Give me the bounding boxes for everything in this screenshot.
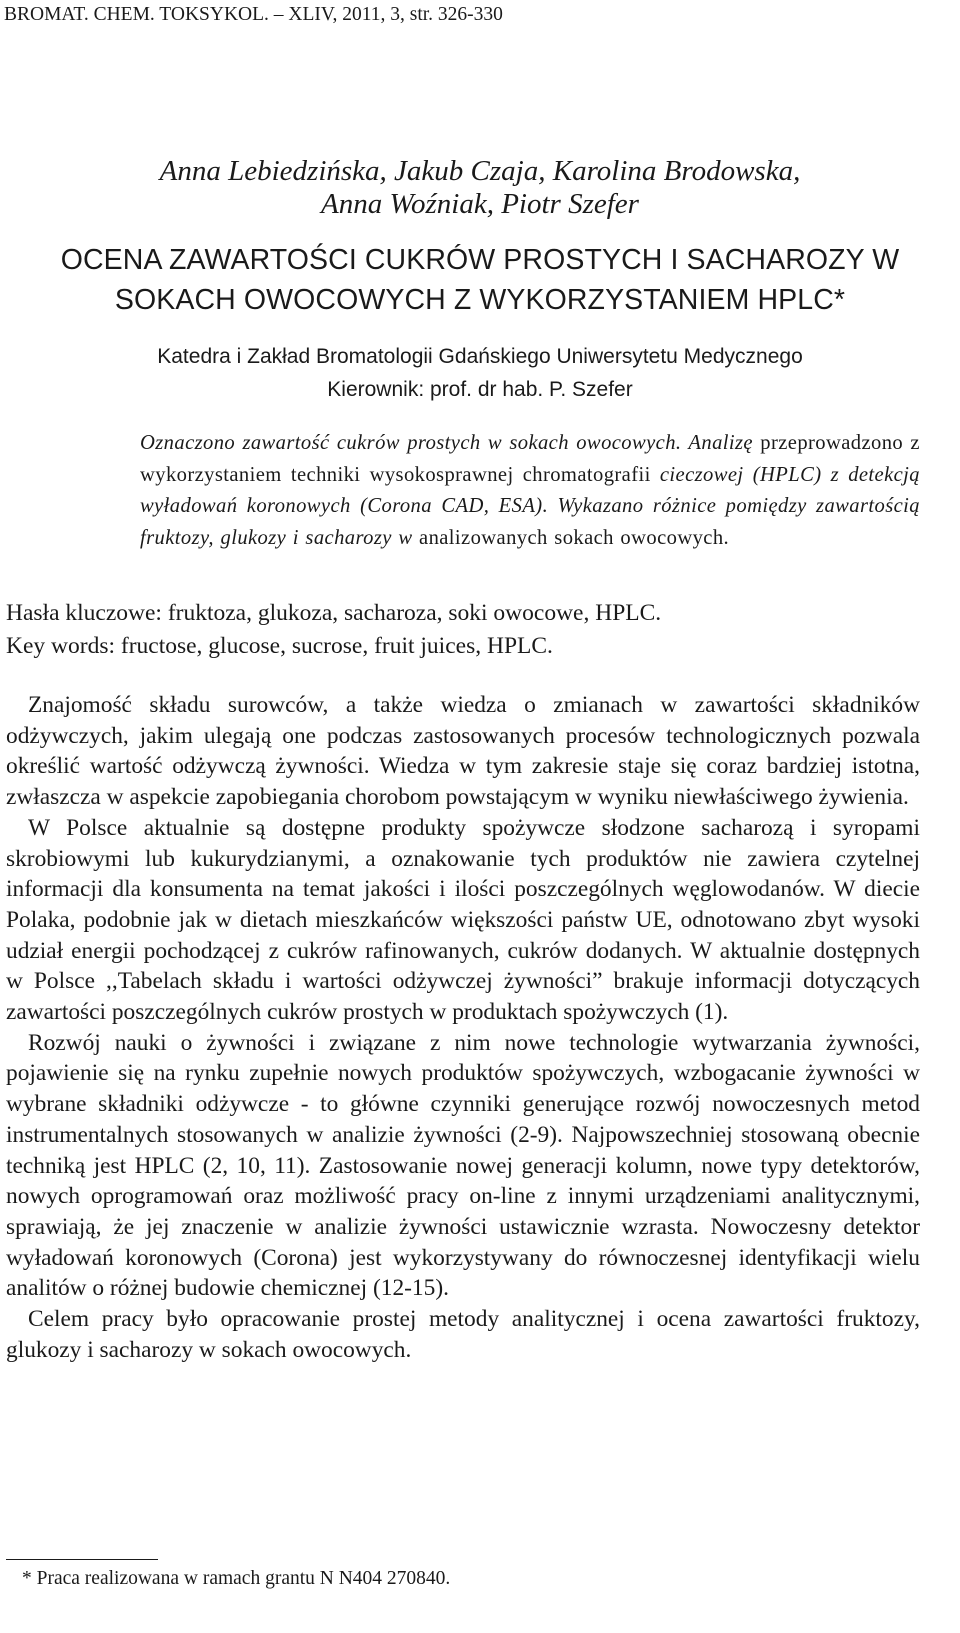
author-line: Anna Lebiedzińska, Jakub Czaja, Karolina Brodowska,	[159, 155, 801, 187]
paragraph: W Polsce aktualnie są dostępne produkty spożywcze słodzone sacharozą i syropami skrobiowymi lub kukurydzianymi, a oznakowanie tych produktów nie zawiera czytelnej informacji dla konsumenta na temat jakości i ilości poszczególnych węglowodanów. W diecie Polaka, podobnie jak w dietach mieszkańców większości państw UE, odnotowano zbyt wysoki udział energii pochodzącej z cukrów rafinowanych, cukrów dodanych. W aktualnie dostępnych w Polsce ,,Tabelach składu i wartości odżywczej żywności” brakuje informacji dotyczących zawartości poszczególnych cukrów prostych w produktach spożywczych (1).	[6, 814, 920, 1026]
body-text	[6, 690, 920, 1365]
paragraph: Celem pracy było opracowanie prostej metody analitycznej i ocena zawartości fruktozy, glukozy i sacharozy w sokach owocowych.	[6, 1306, 920, 1363]
affiliation	[0, 340, 960, 406]
abstract-text: Oznaczono zawartość cukrów prostych w sokach owocowych. Analizę	[140, 432, 753, 454]
department: Katedra i Zakład Bromatologii Gdańskiego Uniwersytetu Medycznego	[157, 345, 803, 368]
paragraph: Rozwój nauki o żywności i związane z nim nowe technologie wytwarzania żywności, pojawienie się na rynku zupełnie nowych produktów spożywczych, wzbogacanie żywności w wybrane składniki odżywcze - to główne czynniki generujące rozwój nowoczesnych metod instrumentalnych stosowanych w analizie żywności (2-9). Najpowszechniej stosowaną obecnie techniką jest HPLC (2, 10, 11). Zastosowanie nowej generacji kolumn, nowe typy detektorów, nowych oprogramowań oraz możliwość pracy on-line z innymi urządzeniami analitycznymi, sprawiają, że jej znaczenie w analizie żywności ustawicznie wzrasta. Nowoczesny detektor wyładowań koronowych (Corona) jest wykorzystywany do równoczesnej identyfikacji wielu analitów o różnej budowie chemicznej (12-15).	[6, 1029, 920, 1302]
title-line: OCENA ZAWARTOŚCI CUKRÓW PROSTYCH I SACHAROZY W	[60, 244, 900, 276]
abstract-text: analizowanych sokach owocowych.	[419, 526, 730, 549]
keywords-english: Key words: fructose, glucose, sucrose, fruit juices, HPLC.	[6, 633, 553, 659]
author-list	[0, 155, 960, 221]
paragraph: Znajomość składu surowców, a także wiedza o zmianach w zawartości składników odżywczych, jakim ulegają one podczas zastosowanych procesów technologicznych pozwala określić wartość odżywczą żywności. Wiedza w tym zakresie staje się coraz bardziej istotna, zwłaszcza w aspekcie zapobiegania chorobom powstającym w wyniku niewłaściwego żywienia.	[6, 692, 920, 811]
footnote: * Praca realizowana w ramach grantu N N404 270840.	[22, 1568, 451, 1589]
abstract-text: przeprowadzono z wykorzystaniem techniki wysokosprawnej chromatografii	[140, 432, 920, 486]
footnote-separator	[6, 1559, 158, 1560]
abstract-text: cieczowej (HPLC) z detekcją wyładowań koronowych (Corona CAD, ESA). Wykazano różnice pomiędzy zawartością fruktozy, glukozy i sacharozy w	[140, 463, 920, 549]
article-title	[0, 240, 960, 320]
author-line: Anna Woźniak, Piotr Szefer	[321, 188, 639, 220]
keywords-polish: Hasła kluczowe: fruktoza, glukoza, sacharoza, soki owocowe, HPLC.	[6, 600, 662, 626]
abstract	[140, 428, 920, 554]
journal-header: BROMAT. CHEM. TOKSYKOL. – XLIV, 2011, 3, str. 326-330	[4, 4, 503, 25]
title-line: SOKACH OWOCOWYCH Z WYKORZYSTANIEM HPLC*	[114, 284, 846, 316]
head-of-department: Kierownik: prof. dr hab. P. Szefer	[327, 378, 633, 401]
